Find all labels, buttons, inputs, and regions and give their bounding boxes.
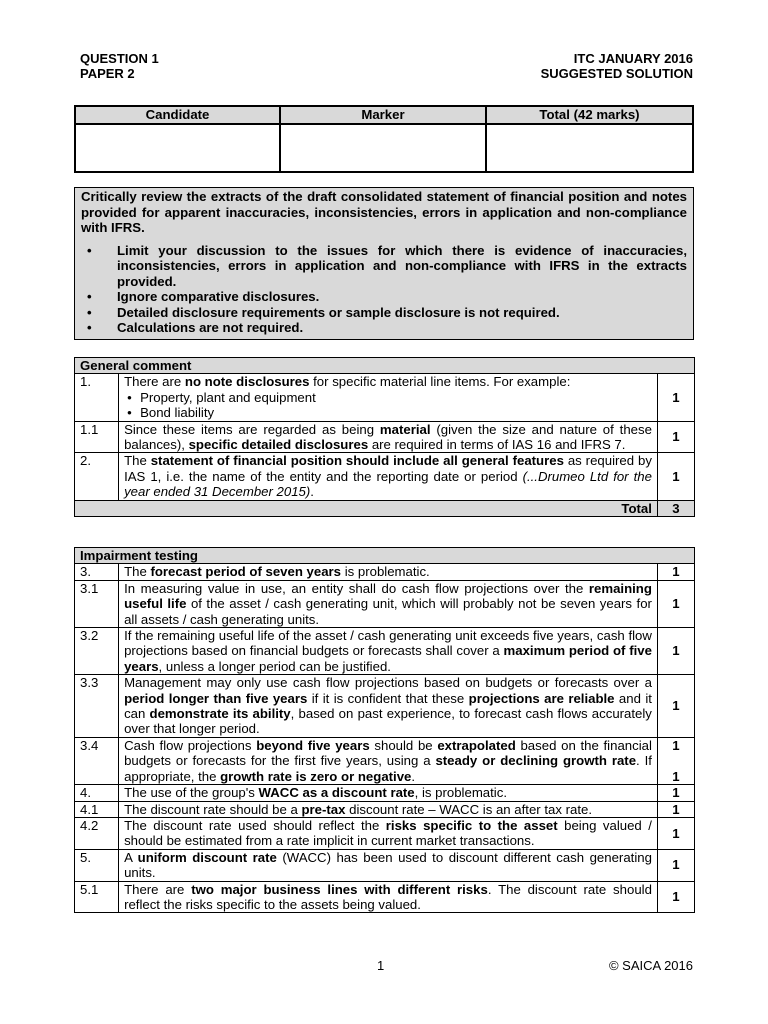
instruction-item: • Detailed disclosure requirements or sample disclosure is not required. [81,305,687,321]
row-text: There are no note disclosures for specific material line items. For example: • Property, plant and equipment • Bond liability [119,374,658,421]
row-text: The statement of financial position should include all general features as required by IAS 1, i.e. the name of the entity and the reporting date or period (...Drumeo Ltd for the year ended 31 December 2015). [119,453,658,500]
row-number: 3. [75,564,119,580]
page-number: 1 [377,958,385,973]
row-number: 3.4 [75,737,119,784]
table-row [75,785,695,801]
row-text: There are two major business lines with different risks. The discount rate should reflect the risks specific to the assets being valued. [119,881,658,913]
table-row [75,675,695,738]
paper-label: PAPER 2 [80,66,135,81]
row-mark: 1 [657,881,694,913]
candidate-header: Candidate [75,106,280,124]
row-number: 3.3 [75,675,119,738]
row-number: 1.1 [75,421,119,453]
row-text: Since these items are regarded as being material (given the size and nature of these balances), specific detailed disclosures are required in terms of IAS 16 and IFRS 7. [119,421,658,453]
row-number: 4.1 [75,801,119,817]
table-row [75,881,695,913]
row-number: 4.2 [75,817,119,849]
table-row [75,737,695,784]
row-number: 2. [75,453,119,500]
row-mark: 1 [657,817,694,849]
table-row [75,801,695,817]
total-cell [486,124,693,172]
table-row [75,421,695,453]
row-mark: 1 [657,421,694,453]
mark-first: 1 [672,737,680,753]
row-text: A uniform discount rate (WACC) has been used to discount different cash generating units. [119,849,658,881]
row-text: The use of the group's WACC as a discount rate, is problematic. [119,785,658,801]
row-mark [657,737,694,784]
list-item: • Bond liability [124,405,652,420]
solution-label: SUGGESTED SOLUTION [540,66,693,81]
table-row [75,580,695,627]
general-comment-table [74,357,695,517]
marker-header: Marker [280,106,486,124]
row-number: 5. [75,849,119,881]
instructions-list [81,243,687,336]
row-text: Cash flow projections beyond five years should be extrapolated based on the financial budgets or forecasts for the first five years, using a steady or declining growth rate. If appropriate, the growth rate is zero or negative. [119,737,658,784]
mark-second: 1 [672,768,680,784]
row-number: 3.2 [75,628,119,675]
table-row [75,817,695,849]
table-row [75,564,695,580]
row-number: 3.1 [75,580,119,627]
marks-table [74,105,694,173]
row-text: In measuring value in use, an entity shall do cash flow projections over the remaining useful life of the asset / cash generating unit, which will probably not be seven years for all assets / cash generating units. [119,580,658,627]
table-row [75,374,695,421]
row-text: The forecast period of seven years is problematic. [119,564,658,580]
row-mark: 1 [657,849,694,881]
instruction-item: • Ignore comparative disclosures. [81,289,687,305]
row-mark: 1 [657,628,694,675]
table-row [75,628,695,675]
total-label: Total [75,500,658,516]
instructions-main: Critically review the extracts of the draft consolidated statement of financial position and notes provided for apparent inaccuracies, inconsistencies, errors in application and non-compliance with IFRS. [81,189,687,235]
row-mark: 1 [657,675,694,738]
row-mark: 1 [657,785,694,801]
instruction-item: • Limit your discussion to the issues for which there is evidence of inaccuracies, inconsistencies, errors in application and non-compliance with IFRS in the extracts provided. [81,243,687,290]
marker-cell [280,124,486,172]
copyright: © SAICA 2016 [608,958,693,973]
total-header: Total (42 marks) [486,106,693,124]
section-heading: General comment [75,358,695,374]
row-text: Management may only use cash flow projections based on budgets or forecasts over a period longer than five years if it is confident that these projections are reliable and it can demonstrate its ability, based on past experience, to forecast cash flows accurately over that longer period. [119,675,658,738]
row-text: The discount rate should be a pre-tax discount rate – WACC is an after tax rate. [119,801,658,817]
row-mark: 1 [657,801,694,817]
row-mark: 1 [657,564,694,580]
row-mark: 1 [657,453,694,500]
total-value: 3 [657,500,694,516]
table-row [75,849,695,881]
list-item: • Property, plant and equipment [124,390,652,405]
exam-label: ITC JANUARY 2016 [573,51,693,66]
row-text: If the remaining useful life of the asset / cash generating unit exceeds five years, cash flow projections based on financial budgets or forecasts shall cover a maximum period of five years, unless a longer period can be justified. [119,628,658,675]
row-number: 1. [75,374,119,421]
instruction-item: • Calculations are not required. [81,320,687,336]
example-list [124,390,652,421]
row-number: 4. [75,785,119,801]
row-number: 5.1 [75,881,119,913]
total-row [75,500,695,516]
row-mark: 1 [657,580,694,627]
instructions-box [74,187,694,340]
row-text: The discount rate used should reflect the risks specific to the asset being valued / should be estimated from a rate implicit in current market transactions. [119,817,658,849]
candidate-cell [75,124,280,172]
section-heading: Impairment testing [75,548,695,564]
question-label: QUESTION 1 [80,51,159,66]
impairment-testing-table [74,547,695,913]
row-mark: 1 [657,374,694,421]
table-row [75,453,695,500]
